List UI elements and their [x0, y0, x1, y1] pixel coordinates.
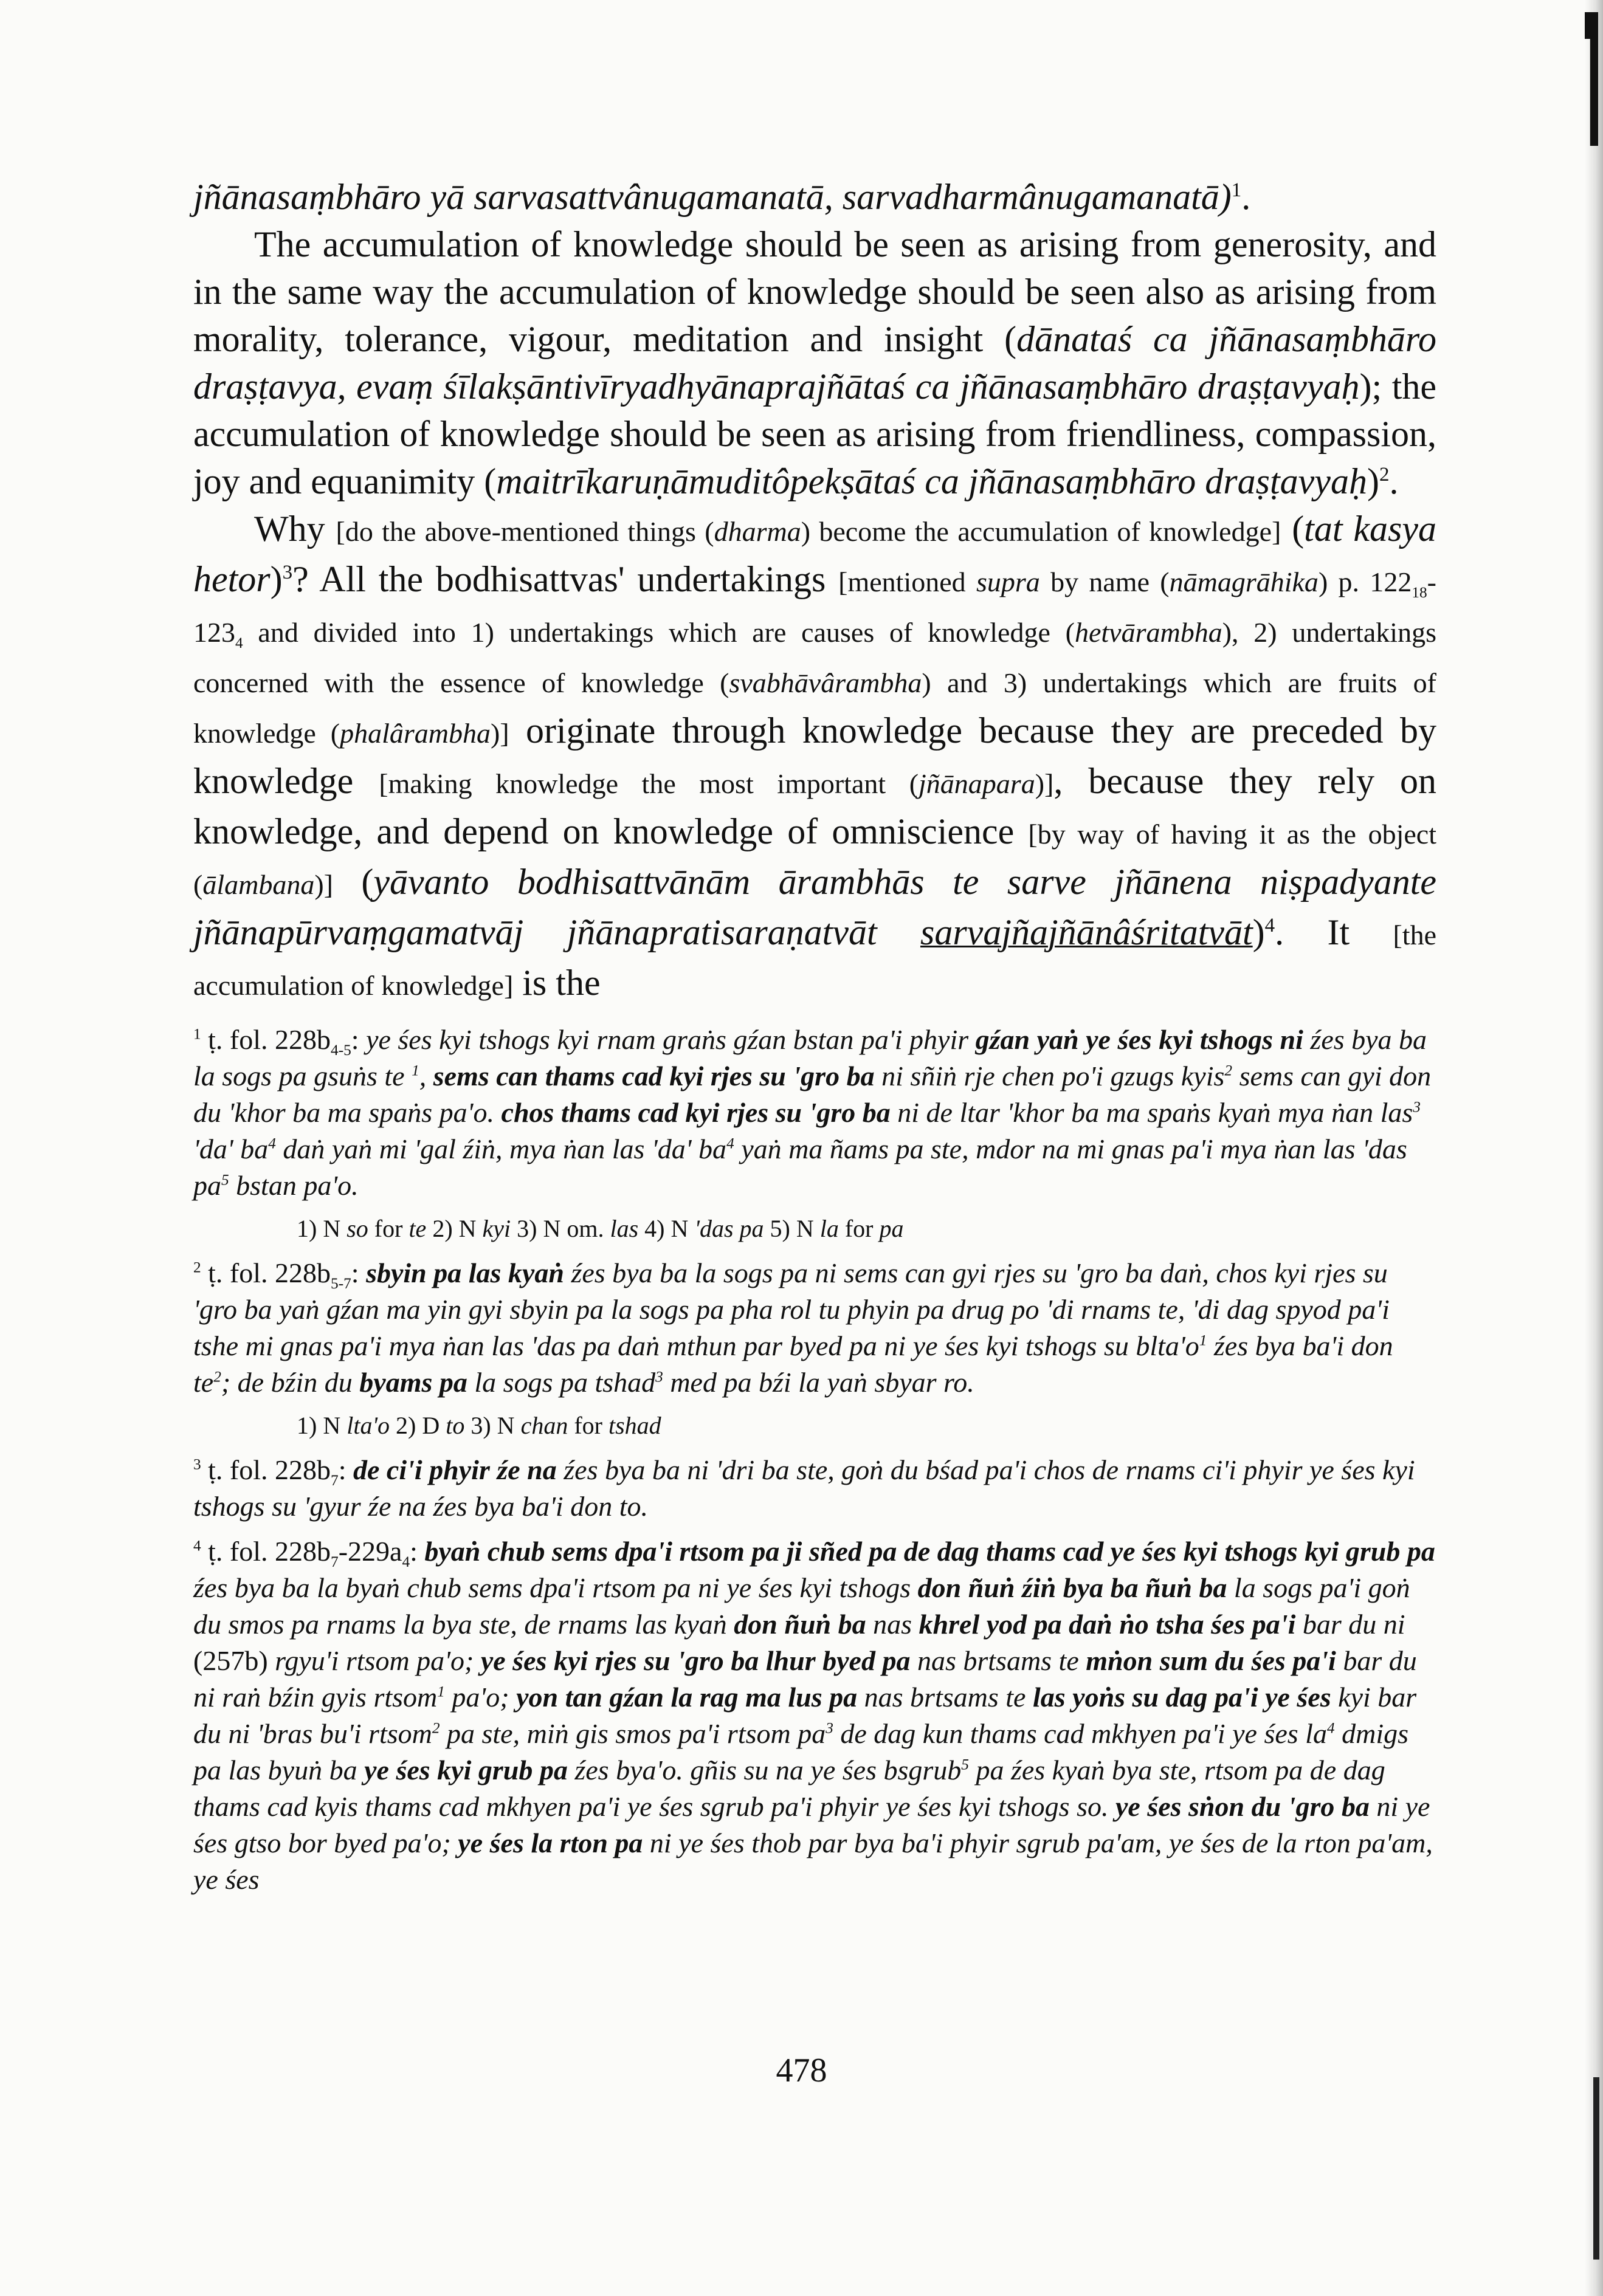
page-number: 478	[776, 2052, 827, 2089]
main-text	[193, 173, 1436, 1009]
footnote-2-variants: 1) N lta'o 2) D to 3) N chan for tshad	[297, 1412, 661, 1439]
page-content	[193, 173, 1436, 1906]
footnote-ref[interactable]: 2	[1379, 464, 1390, 486]
footnote-1: $^1$ ṭ. fol. $228b_{4-5}$: ye śes kyi tshogs kyi rnam graṅs gźan bstan pa'i phyir gźan yaṅ ye śes kyi tshogs ni źes bya ba la sogs pa gsuṅs te $^1$, sems can thams cad kyi rjes su 'gro ba ni sñiṅ rje chen po'i gzugs kyis$^2$ sems can gyi don du 'khor ba ma spaṅs pa'o. chos thams cad kyi rjes su 'gro ba ni de ltar 'khor ba ma spaṅs kyaṅ mya ṅan las$^3$ 'da' $ba^4$ daṅ yaṅ mi 'gal źiṅ, mya ṅan las 'da' $ba^4$ yaṅ ma ñams pa ste, mdor na mi gnas pa'i mya ṅan las 'das $pa^5$ bstan pa'o.	[193, 1024, 1432, 1201]
paragraph-1: jñānasaṃbhāro yā sarvasattvânugamanatā, sarvadharmânugamanatā)$^1$.	[193, 177, 1251, 217]
underlined-text: sarvajñajñānâśritatvāt	[920, 912, 1253, 952]
footnote-1-variants: 1) N so for te 2) N kyi 3) N om. las 4) N 'das pa 5) N la for pa	[297, 1215, 904, 1242]
paragraph-3: Why [do the above-mentioned things (dharma) become the accumulation of knowledge] (tat kasya hetor)$^3$? All the bodhisattvas' undertakings [mentioned supra by name (nāmagrāhika) p. $122_{18}-123_4$ and divided into 1) undertakings which are causes of knowledge (hetvārambha), 2) undertakings concerned with the essence of knowledge (svabhāvârambha) and 3) undertakings which are fruits of knowledge (phalârambha)] originate through knowledge because they are preceded by knowledge [making knowledge the most important (jñānapara)], because they rely on knowledge, and depend on knowledge of omniscience [by way of having it as the object (ālambana)] (yāvanto bodhisattvānām ārambhās te sarve jñānena niṣpadyante jñānapūrvaṃgamatvāj jñānapratisaraṇatvāt sarvajñajñānâśritatvāt)$^4$. It [the accumulation of knowledge] is the	[193, 509, 1437, 1003]
sanskrit-text: tat kasya hetor	[193, 509, 1436, 599]
paragraph-2: The accumulation of knowledge should be seen as arising from generosity, and in the same way the accumulation of knowledge should be seen also as arising from morality, tolerance, vigour, meditation and insight (dānataś ca jñānasaṃbhāro draṣṭavya, evaṃ śīlakṣāntivīryadhyānaprajñātaś ca jñānasaṃbhāro draṣṭavyaḥ); the accumulation of knowledge should be seen as arising from friendliness, compassion, joy and equanimity (maitrīkaruṇāmuditôpekṣātaś ca jñānasaṃbhāro draṣṭavyaḥ)$^2$.	[193, 224, 1437, 501]
footnote-ref[interactable]: 4	[1264, 915, 1275, 937]
footnote-2: $^2$ ṭ. fol. $228b_{5-7}$: sbyin pa las kyaṅ źes bya ba la sogs pa ni sems can gyi rjes su 'gro ba daṅ, chos kyi rjes su 'gro ba yaṅ gźan ma yin gyi sbyin pa la sogs pa pha rol tu phyin pa drug po 'di rnams te, 'di dag spyod pa'i tshe mi gnas pa'i mya ṅan las 'das pa daṅ mthun par byed pa ni ye śes kyi tshogs su $blta'o^1$ źes bya ba'i don $te^2$; de bźin du byams pa la sogs pa tshad$^3$ med pa bźi la yaṅ sbyar ro.	[193, 1257, 1393, 1398]
scan-shadow	[1585, 0, 1603, 2296]
footnote-ref[interactable]: 1	[1231, 179, 1242, 201]
footnote-3: $^3$ ṭ. fol. $228b_7$: de ci'i phyir źe na źes bya ba ni 'dri ba ste, goṅ du bśad pa'i chos de rnams ci'i phyir ye śes kyi tshogs su 'gyur źe na źes bya ba'i don to.	[193, 1454, 1415, 1522]
sanskrit-text: dānataś ca jñānasaṃbhāro draṣṭavya, evaṃ śīlakṣāntivīryadhyānaprajñātaś ca jñānasaṃbhāro draṣṭavyaḥ	[193, 319, 1436, 407]
sanskrit-text: jñānasaṃbhāro yā sarvasattvânugamanatā, sarvadharmânugamanatā	[193, 177, 1219, 217]
sanskrit-text: maitrīkaruṇāmuditôpekṣātaś ca jñānasaṃbhāro draṣṭavyaḥ	[496, 461, 1367, 501]
sanskrit-text: yāvanto bodhisattvānām ārambhās te sarve jñānena niṣpadyante jñānapūrvaṃgamatvāj jñānapratisaraṇatvāt	[193, 862, 1437, 952]
footnotes	[193, 1022, 1436, 1898]
footnote-ref[interactable]: 3	[282, 562, 293, 583]
scan-mark-bottom	[1593, 2077, 1599, 2260]
footnote-4: $^4$ ṭ. fol. $228b_7-229a_4$: byaṅ chub sems dpa'i rtsom pa ji sñed pa de dag thams cad ye śes kyi tshogs kyi grub pa źes bya ba la byaṅ chub sems dpa'i rtsom pa ni ye śes kyi tshogs don ñuṅ źiṅ bya ba ñuṅ ba la sogs pa'i goṅ du smos pa rnams la bya ste, de rnams las kyaṅ don ñuṅ ba nas khrel yod pa daṅ ṅo tsha śes pa'i bar du ni (257b) rgyu'i rtsom pa'o; ye śes kyi rjes su 'gro ba lhur byed pa nas brtsams te mṅon sum du śes pa'i bar du ni raṅ bźin gyis rtsom$^1$ pa'o; yon tan gźan la rag ma lus pa nas brtsams te las yoṅs su dag pa'i ye śes kyi bar du ni 'bras bu'i rtsom$^2$ pa ste, miṅ gis smos pa'i rtsom $pa^3$ de dag kun thams cad mkhyen pa'i ye śes $la^4$ dmigs pa las byuṅ ba ye śes kyi grub pa źes bya'o. gñis su na ye śes bsgrub$^5$ pa źes kyaṅ bya ste, rtsom pa de dag thams cad kyis thams cad mkhyen pa'i ye śes sgrub pa'i phyir ye śes kyi tshogs so. ye śes sṅon du 'gro ba ni ye śes gtso bor byed pa'o; ye śes la rton pa ni ye śes thob par bya ba'i phyir sgrub pa'am, ye śes de la rton pa'am, ye śes	[193, 1536, 1435, 1895]
